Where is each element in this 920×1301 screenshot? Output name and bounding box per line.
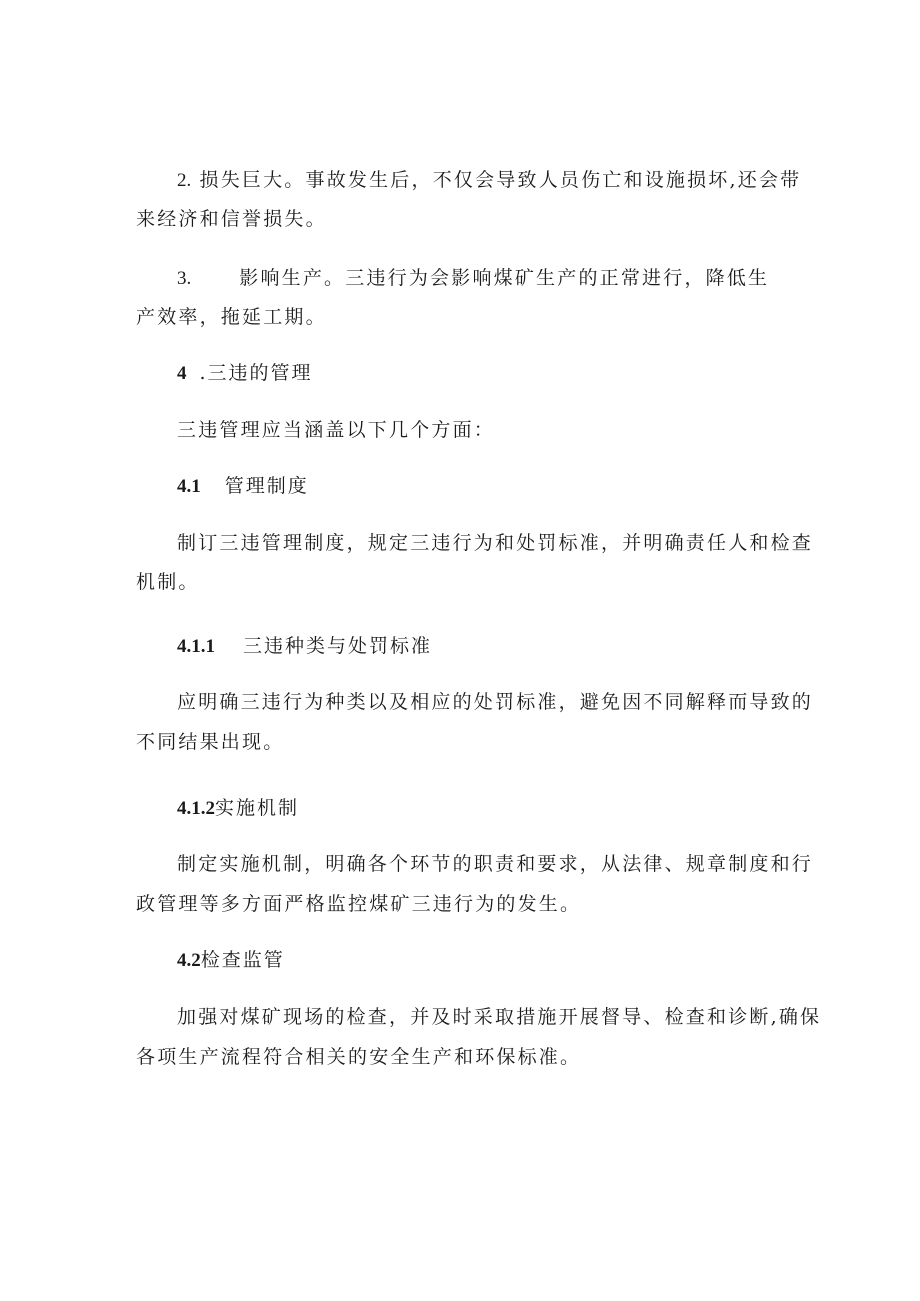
item-2-number: 2.: [177, 170, 192, 191]
heading-4-1-2: [177, 796, 299, 821]
heading-4-1-1: [177, 634, 432, 659]
heading-4-1-2-number: 4.1.2: [177, 798, 215, 819]
intro-text: 三违管理应当涵盖以下几个方面：: [177, 419, 496, 441]
section-4-1-line-2: 机制。: [136, 571, 200, 593]
section-4-1-1-line-2: 不同结果出现。: [136, 731, 285, 753]
heading-4-1-title: 管理制度: [224, 475, 309, 497]
section-4-1-line-1: 制订三违管理制度，规定三违行为和处罚标准，并明确责任人和检查: [177, 532, 814, 554]
heading-4-title: .三违的管理: [199, 362, 313, 384]
section-4-1-1-line-1: 应明确三违行为种类以及相应的处罚标准，避免因不同解释而导致的: [177, 691, 814, 713]
section-4-2-line-2: 各项生产流程符合相关的安全生产和环保标准。: [136, 1046, 582, 1068]
heading-4-1-1-title: 三违种类与处罚标准: [243, 635, 433, 657]
item-2-text: 损失巨大。事故发生后，不仅会导致人员伤亡和设施损坏,还会带: [199, 169, 802, 191]
heading-4-1-number: 4.1: [177, 476, 201, 497]
heading-4-1: [177, 474, 309, 499]
heading-4-2-number: 4.2: [177, 950, 201, 971]
heading-4-1-1-number: 4.1.1: [177, 636, 215, 657]
item-3-line-2: 产效率，拖延工期。: [136, 306, 327, 328]
heading-4-1-2-title: 实施机制: [215, 797, 300, 819]
item-3-number: 3.: [177, 268, 192, 289]
item-3-line-1: [177, 266, 769, 291]
section-4-1-2-line-2: 政管理等多方面严格监控煤矿三违行为的发生。: [136, 893, 582, 915]
item-2-line-1: [177, 168, 801, 193]
heading-4-2-title: 检查监管: [200, 949, 285, 971]
section-4-2-line-1: 加强对煤矿现场的检查，并及时采取措施开展督导、检查和诊断,确保: [177, 1006, 822, 1028]
item-3-text: 影响生产。三违行为会影响煤矿生产的正常进行，降低生: [239, 267, 770, 289]
section-4-1-2-line-1: 制定实施机制，明确各个环节的职责和要求，从法律、规章制度和行: [177, 853, 814, 875]
item-2-line-2: 来经济和信誉损失。: [136, 208, 327, 230]
heading-4-number: 4: [177, 363, 187, 384]
heading-4: [177, 361, 313, 386]
heading-4-2: [177, 948, 285, 973]
